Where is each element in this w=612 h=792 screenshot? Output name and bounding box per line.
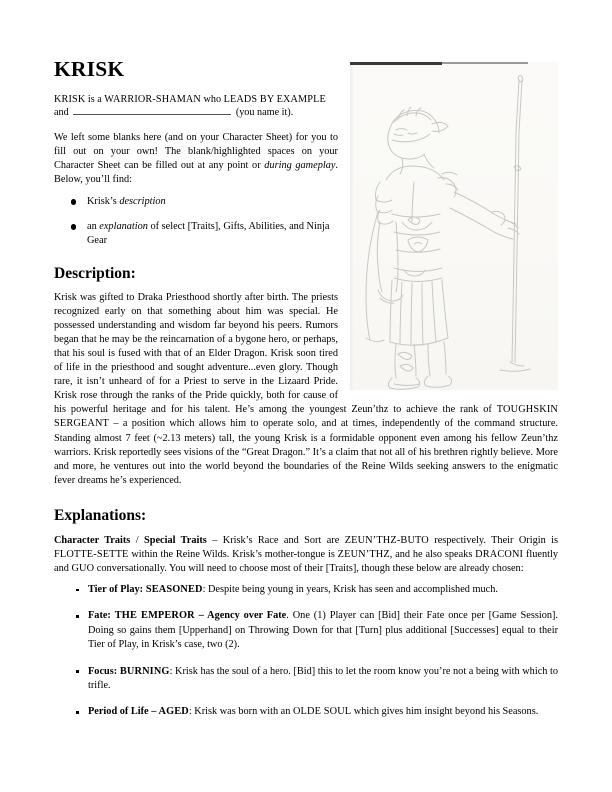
- tagline-trait: LEADS BY EXAMPLE: [223, 93, 326, 105]
- list-item: Krisk’s description: [54, 195, 558, 209]
- race-sort-value: ZEUN’THZ-BUTO: [344, 534, 429, 546]
- intro-italic-gameplay: during gameplay: [264, 160, 336, 172]
- fill-in-blank-field[interactable]: [73, 106, 231, 115]
- description-heading: Description:: [54, 264, 136, 282]
- character-traits-paragraph: Character Traits / Special Traits – Krisk’s Race and Sort are ZEUN’THZ-BUTO respectively. Their Origin is FLOTTE-SETTE within the Reine Wilds. Krisk’s mother-tongue is ZEUN’THZ, and he also speaks DRACONI fluently and GUO conversationally. You will need to choose most of their [Traits], though these below are already chosen:: [54, 534, 559, 574]
- list-item: Tier of Play: SEASONED: Despite being young in years, Krisk has seen and accomplished much.: [54, 583, 558, 597]
- period-of-life-value: AGED: [156, 706, 189, 718]
- list-item: Fate: THE EMPEROR – Agency over Fate. One (1) Player can [Bid] their Fate once per [Game Session]. Doing so gains them [Upperhand] on Throwing Down for that [Turn] plus additional [Successes] equal to their Tier of Play, in Krisk’s case, two (2).: [54, 609, 558, 652]
- intro-paragraph: We left some blanks here (and on your Character Sheet) for you to fill out on your own! The blank/highlighted spaces on your Character Sheet can be filled out at any point or during gameplay. Below, you’ll find:: [54, 132, 338, 186]
- fate-value: THE EMPEROR: [110, 610, 195, 622]
- intro-bullet-list: [54, 195, 558, 248]
- fate-subtitle: – Agency over Fate: [194, 610, 287, 622]
- trait-bullet-list: [54, 583, 558, 720]
- list-item: an explanation of select [Traits], Gifts, Abilities, and Ninja Gear: [54, 220, 558, 248]
- origin-value: FLOTTE-SETTE: [54, 548, 129, 560]
- description-paragraph: Krisk was gifted to Draka Priesthood shortly after birth. The priests recognized early on that something about him was special. He possessed understanding and wisdom far beyond his peers. Rumors began that he may be the reincarnation of a bygone hero, or perhaps, that his soul is fused with that of an Elder Dragon. Krisk soon tired of life in the priesthood and sought adventure...even glory. Though rare, it isn’t unheard of for a Priest to serve in the Lizaard Pride. Krisk rose through the ranks of the Pride quickly, both for cause of his powerful heritage and for his talent. He’s among the youngest Zeun’thz to achieve the rank of TOUGHSKIN SERGEANT – a position which allows him to operate solo, and at times, independently of the command structure. Standing almost 7 feet (~2.13 meters) tall, the young Krisk is a formidable opponent even among his fellow Zeun’thz warriors. Krisk reportedly sees visions of the “Great Dragon.” It’s a claim that not all of his brethren rightly believe. More and more, he ventures out into the world beyond the boundaries of the Reine Wilds seeking answers to the enigmatic fever dreams he’s experienced.: [54, 291, 558, 486]
- list-item: Focus: BURNING: Krisk has the soul of a hero. [Bid] this to let the room know you’re not a being with which to trifle.: [54, 665, 558, 694]
- olde-soul-term: OLDE SOUL: [292, 706, 352, 718]
- page-content: [54, 58, 558, 732]
- character-tagline: KRISK is a WARRIOR-SHAMAN who LEADS BY EXAMPLE and (you name it).: [54, 93, 326, 119]
- language-draconi: DRACONI: [475, 548, 524, 560]
- tier-of-play-value: SEASONED: [143, 584, 203, 596]
- language-guo: GUO: [71, 562, 95, 574]
- mother-tongue-value: ZEUN’THZ: [337, 548, 390, 560]
- explanations-heading: Explanations:: [54, 506, 147, 524]
- list-item: Period of Life – AGED: Krisk was born with an OLDE SOUL which gives him insight beyond his Seasons.: [54, 705, 558, 719]
- tagline-role: WARRIOR-SHAMAN: [104, 93, 201, 105]
- tagline-name: KRISK: [54, 93, 86, 105]
- rank-toughskin-sergeant: TOUGHSKIN SERGEANT: [54, 404, 558, 430]
- page-title: KRISK: [54, 57, 125, 81]
- focus-value: BURNING: [117, 665, 170, 677]
